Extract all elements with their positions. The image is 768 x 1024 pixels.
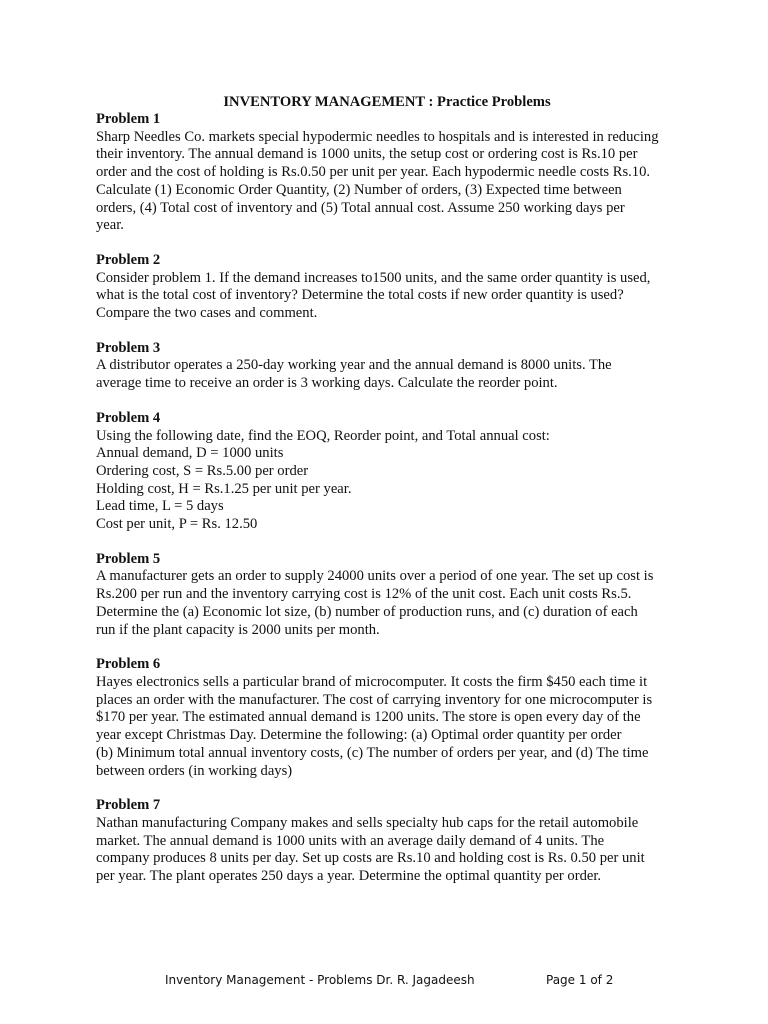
problem-text-line: $170 per year. The estimated annual demand is 1200 units. The store is open every day of the bbox=[96, 709, 641, 726]
problem-text-line: Ordering cost, S = Rs.5.00 per order bbox=[96, 462, 309, 479]
problem-text-line: between orders (in working days) bbox=[96, 762, 293, 779]
problem-text-line: per year. The plant operates 250 days a year. Determine the optimal quantity per order. bbox=[96, 868, 602, 885]
problem-text-line: Using the following date, find the EOQ, Reorder point, and Total annual cost: bbox=[96, 427, 550, 444]
problem-text-line: company produces 8 units per day. Set up costs are Rs.10 and holding cost is Rs. 0.50 per unit bbox=[96, 850, 645, 867]
problem-text-line: orders, (4) Total cost of inventory and (5) Total annual cost. Assume 250 working days per bbox=[96, 199, 625, 216]
problem-text-line: what is the total cost of inventory? Determine the total costs if new order quantity is used? bbox=[96, 287, 624, 304]
problem-text-line: order and the cost of holding is Rs.0.50 per unit per year. Each hypodermic needle costs Rs.10. bbox=[96, 164, 651, 181]
problem-heading: Problem 2 bbox=[96, 251, 161, 268]
problem-text-line: (b) Minimum total annual inventory costs, (c) The number of orders per year, and (d) The time bbox=[96, 744, 649, 761]
problem-text-line: Nathan manufacturing Company makes and sells specialty hub caps for the retail automobile bbox=[96, 814, 639, 831]
problem-text-line: Sharp Needles Co. markets special hypodermic needles to hospitals and is interested in reducing bbox=[96, 128, 659, 145]
problem-text-line: A distributor operates a 250-day working year and the annual demand is 8000 units. The bbox=[96, 357, 612, 374]
problem-1 bbox=[96, 111, 690, 235]
problem-text-line: year except Christmas Day. Determine the following: (a) Optimal order quantity per order bbox=[96, 727, 622, 744]
problem-text-line: places an order with the manufacturer. The cost of carrying inventory for one microcomputer is bbox=[96, 691, 653, 708]
problem-6 bbox=[96, 656, 690, 780]
problem-text-line: run if the plant capacity is 2000 units per month. bbox=[96, 621, 380, 638]
problem-text-line: Rs.200 per run and the inventory carrying cost is 12% of the unit cost. Each unit costs Rs.5. bbox=[96, 586, 632, 603]
problem-text-line: Annual demand, D = 1000 units bbox=[96, 445, 284, 462]
problem-heading: Problem 3 bbox=[96, 339, 161, 356]
problem-text-line: Consider problem 1. If the demand increases to1500 units, and the same order quantity is used, bbox=[96, 269, 651, 286]
problem-3 bbox=[96, 340, 690, 393]
footer-document-label: Inventory Management - Problems Dr. R. Jagadeesh bbox=[165, 973, 475, 987]
problem-text-line: Lead time, L = 5 days bbox=[96, 498, 224, 515]
problem-text-line: Hayes electronics sells a particular brand of microcomputer. It costs the firm $450 each time it bbox=[96, 673, 648, 690]
problem-text-line: their inventory. The annual demand is 1000 units, the setup cost or ordering cost is Rs.10 per bbox=[96, 146, 638, 163]
problem-text-line: year. bbox=[96, 217, 124, 234]
problem-5 bbox=[96, 551, 690, 640]
problem-7 bbox=[96, 797, 690, 886]
problem-heading: Problem 1 bbox=[96, 111, 161, 127]
problems-list bbox=[96, 111, 690, 903]
problem-text-line: average time to receive an order is 3 working days. Calculate the reorder point. bbox=[96, 375, 558, 392]
problem-text-line: Determine the (a) Economic lot size, (b) number of production runs, and (c) duration of each bbox=[96, 603, 638, 620]
problem-heading: Problem 6 bbox=[96, 656, 161, 673]
problem-heading: Problem 7 bbox=[96, 797, 161, 814]
problem-heading: Problem 4 bbox=[96, 409, 161, 426]
problem-text-line: Holding cost, H = Rs.1.25 per unit per year. bbox=[96, 480, 352, 497]
problem-text-line: A manufacturer gets an order to supply 24000 units over a period of one year. The set up cost is bbox=[96, 568, 654, 585]
document-title: INVENTORY MANAGEMENT : Practice Problems bbox=[223, 94, 551, 110]
problem-text-line: Cost per unit, P = Rs. 12.50 bbox=[96, 516, 258, 533]
problem-text-line: market. The annual demand is 1000 units with an average daily demand of 4 units. The bbox=[96, 832, 605, 849]
problem-text-line: Calculate (1) Economic Order Quantity, (2) Number of orders, (3) Expected time between bbox=[96, 181, 622, 198]
problem-text-line: Compare the two cases and comment. bbox=[96, 305, 318, 322]
problem-heading: Problem 5 bbox=[96, 550, 161, 567]
problem-4 bbox=[96, 410, 690, 534]
page-footer bbox=[0, 971, 768, 991]
problem-2 bbox=[96, 252, 690, 323]
footer-page-number: Page 1 of 2 bbox=[546, 973, 614, 987]
